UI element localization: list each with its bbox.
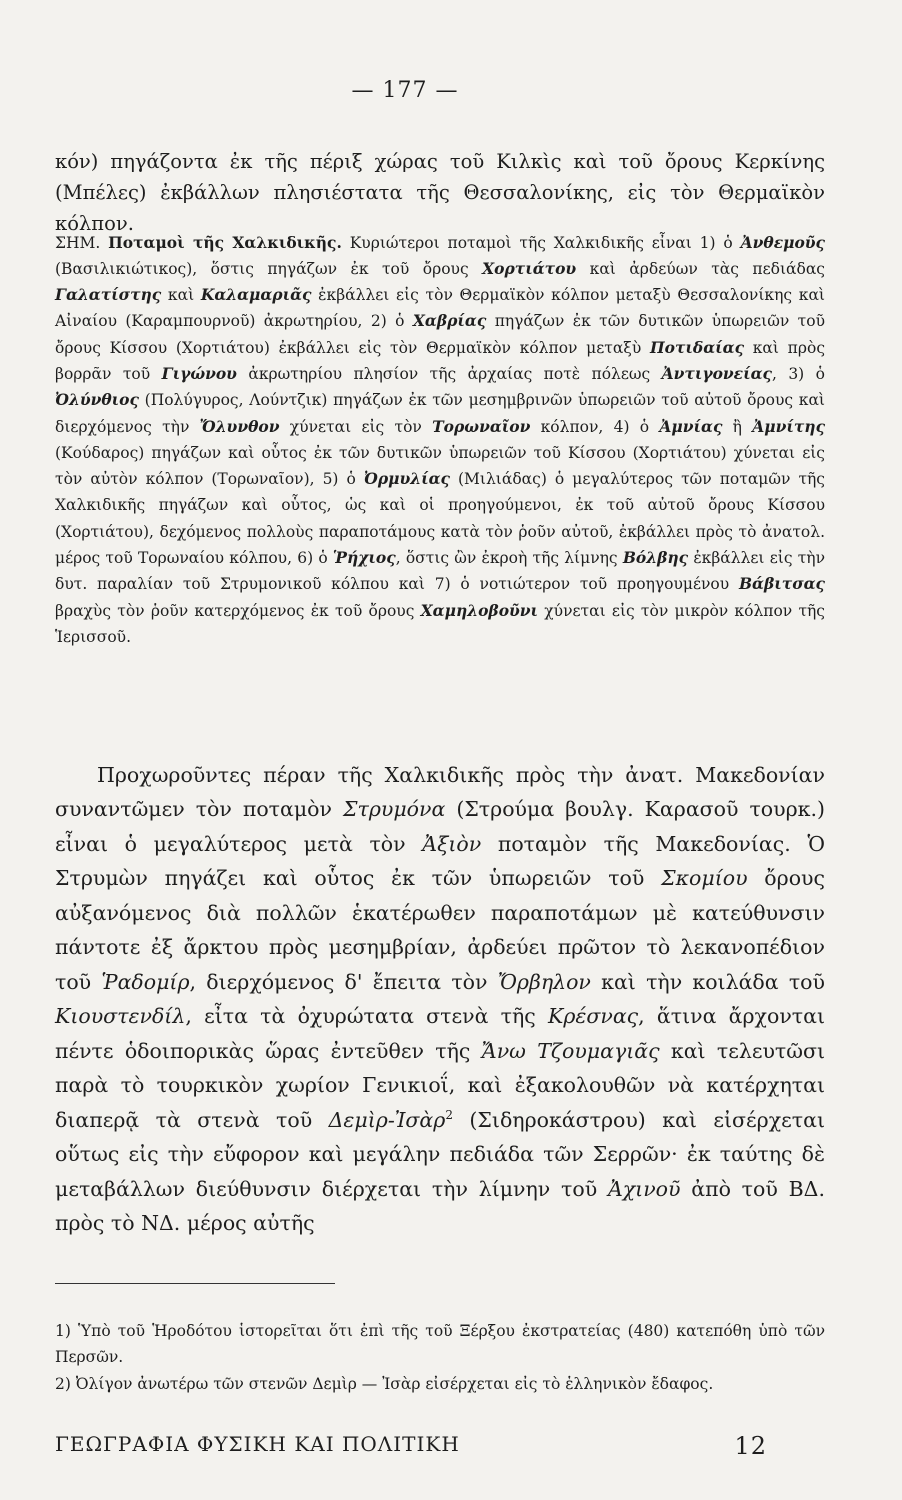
plain-name: Γαλατίστης <box>55 285 162 305</box>
main-text: (Στρούμα βουλγ. Καρασοῦ τουρκ.) εἶναι ὁ μεγαλύτερος μετὰ τὸν <box>55 797 825 856</box>
note-text: Κυριώτεροι ποταμοὶ τῆς Χαλκιδικῆς εἶναι 1) ὁ <box>341 233 741 252</box>
note-text: καὶ <box>161 286 201 305</box>
main-paragraph <box>55 758 825 1241</box>
note-text: , 3) ὁ <box>771 364 825 383</box>
river-name: Ἀνθεμοῦς <box>740 232 825 252</box>
city-name: Ἀντιγονείας <box>661 363 772 383</box>
main-text: καὶ τελευτῶσι παρὰ τὸ τουρκικὸν χωρίον Γενικιοΐ, καὶ ἐξακολουθῶν νὰ κατέρχηται διαπερᾷ τὰ στενὰ τοῦ <box>55 1038 826 1132</box>
note-text: ἐκβάλλει εἰς τὸν Θερμαϊκὸν κόλπον μεταξὺ Θεσσαλονίκης καὶ Αἰναίου (Καραμπουρνοῦ) ἀκρωτηρίου, 2) ὁ <box>55 286 825 331</box>
place-name: Κρέσνας <box>548 1004 639 1028</box>
mountain-name: Χορτιάτου <box>482 258 577 278</box>
river-name: Στρυμόνα <box>342 797 446 821</box>
note-text: χύνεται εἰς τὸν <box>279 417 433 436</box>
note-paragraph <box>55 230 825 651</box>
place-name: Ἄνω Τζουμαγιᾶς <box>481 1038 660 1063</box>
footnote-2: 2) Ὀλίγον ἀνωτέρω τῶν στενῶν Δεμὶρ — Ἰσὰρ εἰσέρχεται εἰς τὸ ἑλληνικὸν ἔδαφος. <box>55 1374 714 1393</box>
footnote-ref[interactable]: 2 <box>445 1107 453 1122</box>
note-text: κόλπον, 4) ὁ <box>530 417 660 436</box>
main-text: ὄρους αὐξανόμενος διὰ πολλῶν ἑκατέρωθεν παραποτάμων μὲ κατεύθυνσιν πάντοτε ἐξ ἄρκτου πρὸς μεσημβρίαν, ἀρδεύει πρῶτον τὸ λεκανοπέδιον τοῦ <box>55 866 825 994</box>
main-text: καὶ τὴν κοιλάδα τοῦ <box>590 969 825 994</box>
note-text: (Κούδαρος) πηγάζων καὶ οὗτος ἐκ τῶν δυτικῶν ὑπωρειῶν τοῦ Κίσσου (Χορτιάτου) χύνεται εἰς τὸν αὐτὸν κόλπον (Τορωναῖον), 5) ὁ <box>55 443 825 489</box>
note-text: ἀκρωτηρίου πλησίον τῆς ἀρχαίας ποτὲ πόλεως <box>236 364 662 383</box>
mountain-name: Χαμηλοβοῦνι <box>420 600 539 620</box>
place-name: Ῥαδομίρ <box>101 969 190 994</box>
note-text: (Μιλιάδας) ὁ μεγαλύτερος τῶν ποταμῶν τῆς Χαλκιδικῆς πηγάζων καὶ οὗτος, ὡς καὶ οἱ προηγούμενοι, ἐκ τοῦ αὐτοῦ ὄρους Κίσσου (Χορτιάτου), δεχόμενος πολλοὺς παραποτάμους κατὰ τὸν ῥοῦν αὐτοῦ, ἐκβάλλει πρὸς τὸ ἀνατολ. μέρος τοῦ Τορωναίου κόλπου, 6) ὁ <box>55 470 825 568</box>
page-footer <box>55 1432 767 1460</box>
main-text: ἀπὸ τοῦ ΒΔ. πρὸς τὸ ΝΔ. μέρος αὐτῆς <box>55 1176 825 1235</box>
mountain-name: Ὄρβηλον <box>497 969 591 994</box>
main-text: , εἶτα τὰ ὀχυρώτατα στενὰ τῆς <box>185 1004 548 1028</box>
main-text: ποταμὸν τῆς Μακεδονίας. Ὁ Στρυμὼν πηγάζει καὶ οὗτος ἐκ τῶν ὑπωρειῶν τοῦ <box>55 831 825 890</box>
note-text: (Πολύγυρος, Λούντζικ) πηγάζων ἐκ τῶν μεσημβρινῶν ὑπωρειῶν τοῦ αὐτοῦ ὄρους καὶ διερχόμενος τὴν <box>55 391 825 436</box>
lake-name: Ἀχινοῦ <box>607 1176 681 1201</box>
river-name: Βάβιτσας <box>738 574 825 594</box>
city-name: Ὄλυνθον <box>199 416 280 436</box>
sheet-number: 12 <box>734 1432 767 1460</box>
river-name: Χαβρίας <box>412 311 487 331</box>
river-name: Ῥήχιος <box>332 548 396 568</box>
note-text: ἐκβάλλει εἰς τὴν δυτ. παραλίαν τοῦ Στρυμονικοῦ κόλπου καὶ 7) ὁ νοτιώτερον τοῦ προηγουμένου <box>55 549 825 594</box>
intro-paragraph: κόν) πηγάζοντα ἐκ τῆς πέριξ χώρας τοῦ Κιλκὶς καὶ τοῦ ὄρους Κερκίνης (Μπέλες) ἐκβάλλων πλησιέστατα τῆς Θεσσαλονίκης, εἰς τὸν Θερμαϊκὸν κόλπον. <box>55 149 825 235</box>
plain-name: Καλαμαριᾶς <box>200 285 312 305</box>
note-text: χύνεται εἰς τὸν μικρὸν κόλπον τῆς Ἱερισσοῦ. <box>55 601 825 646</box>
place-name: Κιουστενδίλ <box>55 1004 186 1028</box>
cape-name: Γιγώνου <box>161 363 237 383</box>
note-text: καὶ πρὸς βορρᾶν τοῦ <box>55 338 825 383</box>
note-text: πηγάζων ἐκ τῶν δυτικῶν ὑπωρειῶν τοῦ ὄρους Κίσσου (Χορτιάτου) ἐκβάλλει εἰς τὸν Θερμαϊκὸν κόλπον μεταξὺ <box>55 312 825 357</box>
place-name: Δεμὶρ-Ἰσὰρ <box>328 1107 446 1132</box>
river-name: Ἀξιὸν <box>422 831 482 856</box>
main-text: , διερχόμενος δ' ἔπειτα τὸν <box>189 969 498 994</box>
note-heading: Ποταμοὶ τῆς Χαλκιδικῆς. <box>108 232 342 252</box>
place-name: Ποτιδαίας <box>649 337 745 357</box>
lake-name: Βόλβης <box>622 548 689 568</box>
note-label: ΣΗΜ. <box>55 233 101 252</box>
mountain-name: Σκομίου <box>661 866 748 890</box>
footnote-divider <box>55 1283 335 1284</box>
river-name: Ἀμνίας <box>659 416 723 436</box>
river-name: Ἀμνίτης <box>752 416 826 436</box>
note-text: βραχὺς τὸν ῥοῦν κατερχόμενος ἐκ τοῦ ὄρους <box>55 601 421 620</box>
note-text: καὶ ἀρδεύων τὰς πεδιάδας <box>576 259 825 278</box>
footnote-1: 1) Ὑπὸ τοῦ Ἡροδότου ἱστορεῖται ὅτι ἐπὶ τῆς τοῦ Ξέρξου ἐκστρατείας (480) κατεπόθη ὑπὸ τῶν Περσῶν. <box>55 1321 825 1366</box>
note-text: , ὅστις ὢν ἐκροὴ τῆς λίμνης <box>395 549 623 568</box>
gulf-name: Τορωναῖον <box>432 416 531 436</box>
page-number: — 177 — <box>351 78 459 103</box>
footer-title: ΓΕΩΓΡΑΦΙΑ ΦΥΣΙΚΗ ΚΑΙ ΠΟΛΙΤΙΚΗ <box>55 1432 460 1456</box>
note-text: ἢ <box>722 417 753 436</box>
main-text: (Σιδηροκάστρου) καὶ εἰσέρχεται οὕτως εἰς τὴν εὔφορον καὶ μεγάλην πεδιάδα τῶν Σερρῶν· ἐκ ταύτης δὲ μεταβάλλων διεύθυνσιν διέρχεται τὴν λίμνην τοῦ <box>55 1107 825 1201</box>
main-text: , ἅτινα ἄρχονται πέντε ὁδοιπορικὰς ὥρας ἐντεῦθεν τῆς <box>55 1004 826 1063</box>
main-text: Προχωροῦντες πέραν τῆς Χαλκιδικῆς πρὸς τὴν ἀνατ. Μακεδονίαν συναντῶμεν τὸν ποταμὸν <box>55 762 825 821</box>
river-name: Ὀρμυλίας <box>363 469 450 489</box>
river-name: Ὀλύνθιος <box>55 390 139 410</box>
note-text: (Βασιλικιώτικος), ὅστις πηγάζων ἐκ τοῦ ὄρους <box>55 259 483 278</box>
